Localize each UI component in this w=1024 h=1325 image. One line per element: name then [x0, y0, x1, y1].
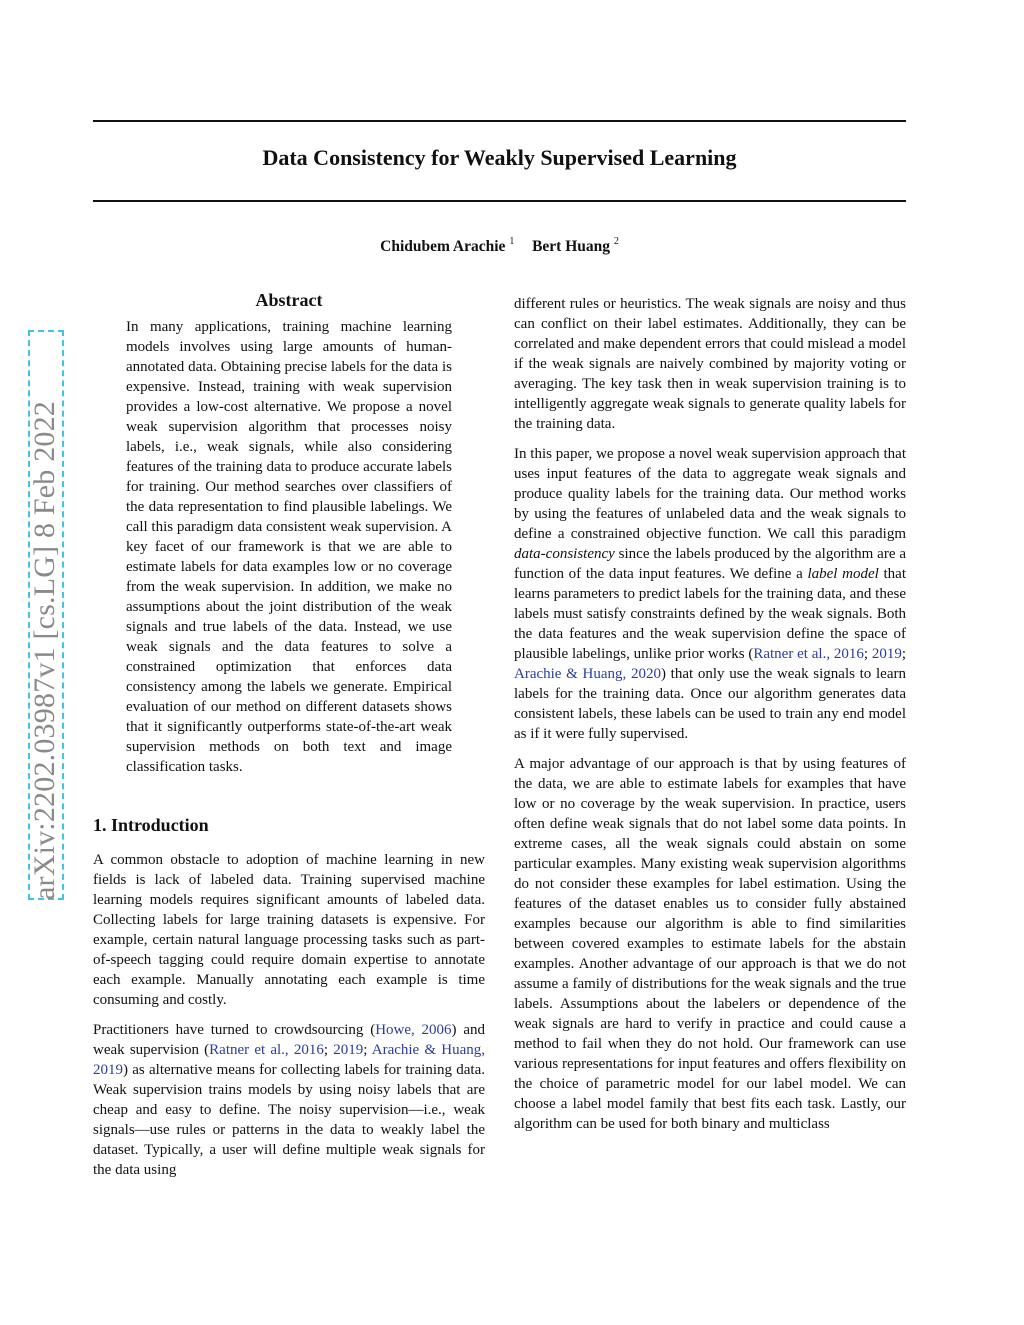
abstract-text: In many applications, training machine learning models involves using large amounts of human-annotated data. Obtaining precise labels for the data is expensive. Instead, training with weak supervision provides a low-cost alternative. We propose a novel weak supervision algorithm that processes noisy labels, i.e., weak signals, while also considering features of the training data to produce accurate labels for training. Our method searches over classifiers of the data representation to find plausible labelings. We call this paradigm data consistent weak supervision. A key facet of our framework is that we are able to estimate labels for data examples low or no coverage from the weak supervision. In addition, we make no assumptions about the joint distribution of the weak signals and true labels of the data. Instead, we use weak signals and the data features to solve a constrained optimization that enforces data consistency among the labels we generate. Empirical evaluation of our method on different datasets shows that it significantly outperforms state-of-the-art weak supervision methods on both text and image classification tasks.: [126, 319, 452, 775]
section-heading-introduction: 1. Introduction: [93, 815, 209, 835]
intro-paragraph-3: In this paper, we propose a novel weak supervision approach that uses input features of the data to aggregate weak signals and produce quality labels for the training data. Our method works by using the features of unlabeled data and the weak signals to define a constrained objective function. We call this paradigm data-consistency since the labels produced by the algorithm are a function of the data input features. We define a label model that learns parameters to predict labels for the training data, and these labels must satisfy constraints defined by the weak signals. Both the data features and the weak supervision define the space of plausible labelings, unlike prior works (Ratner et al., 2016; 2019; Arachie & Huang, 2020) that only use the weak signals to learn labels for the training data. Once our algorithm generates data consistent labels, these labels can be used to train any end model as if it were fully supervised.: [514, 446, 907, 742]
intro-paragraph-2: Practitioners have turned to crowdsourcing (Howe, 2006) and weak supervision (Ratner et al., 2016; 2019; Arachie & Huang, 2019) as alternative means for collecting labels for training data. Weak supervision trains models by using noisy labels that are cheap and easy to define. The noisy supervision—i.e., weak signals—use rules or patterns in the data to weakly label the dataset. Typically, a user will define multiple weak signals for the data using: [93, 1022, 485, 1178]
author-list: [93, 236, 906, 256]
author-name: Bert Huang: [532, 238, 610, 255]
abstract-heading: Abstract: [255, 290, 323, 310]
citation-link[interactable]: Arachie & Huang, 2019: [93, 1042, 485, 1078]
title-rule-top: [93, 120, 906, 122]
paper-title: Data Consistency for Weakly Supervised Learning: [262, 145, 737, 170]
citation-link[interactable]: 2019: [871, 646, 902, 662]
citation-link[interactable]: Ratner et al., 2016: [753, 646, 864, 662]
arxiv-stamp[interactable]: arXiv:2202.03987v1 [cs.LG] 8 Feb 2022: [28, 400, 61, 900]
affiliation-mark: 2: [613, 236, 619, 247]
intro-paragraph-2-continued: different rules or heuristics. The weak signals are noisy and thus can conflict on their label estimates. Additionally, they can be correlated and make dependent errors that could mislead a model if the weak signals are naively combined by majority voting or averaging. The key task then in weak supervision training is to intelligently aggregate weak signals to generate quality labels for the training data.: [514, 296, 906, 432]
title-rule-bottom: [93, 200, 906, 202]
intro-paragraph-4: A major advantage of our approach is that by using features of the data, we are able to estimate labels for examples that have low or no coverage by the weak supervision. In practice, users often define weak signals that do not label some data points. In extreme cases, all the weak signals could abstain on some particular examples. Many existing weak supervision algorithms do not consider these examples for label estimation. Using the features of the dataset enables us to consider fully abstained examples because our algorithm is able to find similarities between covered examples to estimate labels for the abstain examples. Another advantage of our approach is that we do not assume a family of distributions for the weak signals and the true labels. Assumptions about the labelers or dependence of the weak signals are hard to verify in practice and could cause a method to fail when they do not hold. Our framework can use various representations for input features and offers flexibility on the choice of parametric model for our label model. We can choose a label model family that best fits each task. Lastly, our algorithm can be used for both binary and multiclass: [514, 756, 906, 1132]
citation-link[interactable]: 2019: [333, 1042, 364, 1058]
term-label-model: label model: [807, 566, 879, 582]
term-data-consistency: data-consistency: [514, 546, 615, 562]
intro-paragraph-1: A common obstacle to adoption of machine learning in new fields is lack of labeled data. Training supervised machine learning models requires significant amounts of labeled data. Collecting labels for large training datasets is expensive. For example, certain natural language processing tasks such as part-of-speech tagging could require domain expertise to annotate each example. Manually annotating each example is time consuming and costly.: [93, 852, 485, 1008]
citation-link[interactable]: Arachie & Huang, 2020: [514, 666, 661, 682]
right-column: [514, 294, 906, 1144]
left-column: [93, 290, 485, 1190]
author-name: Chidubem Arachie: [380, 238, 506, 255]
citation-link[interactable]: Ratner et al., 2016: [209, 1042, 324, 1058]
citation-link[interactable]: Howe, 2006: [375, 1022, 452, 1038]
affiliation-mark: 1: [509, 236, 515, 247]
